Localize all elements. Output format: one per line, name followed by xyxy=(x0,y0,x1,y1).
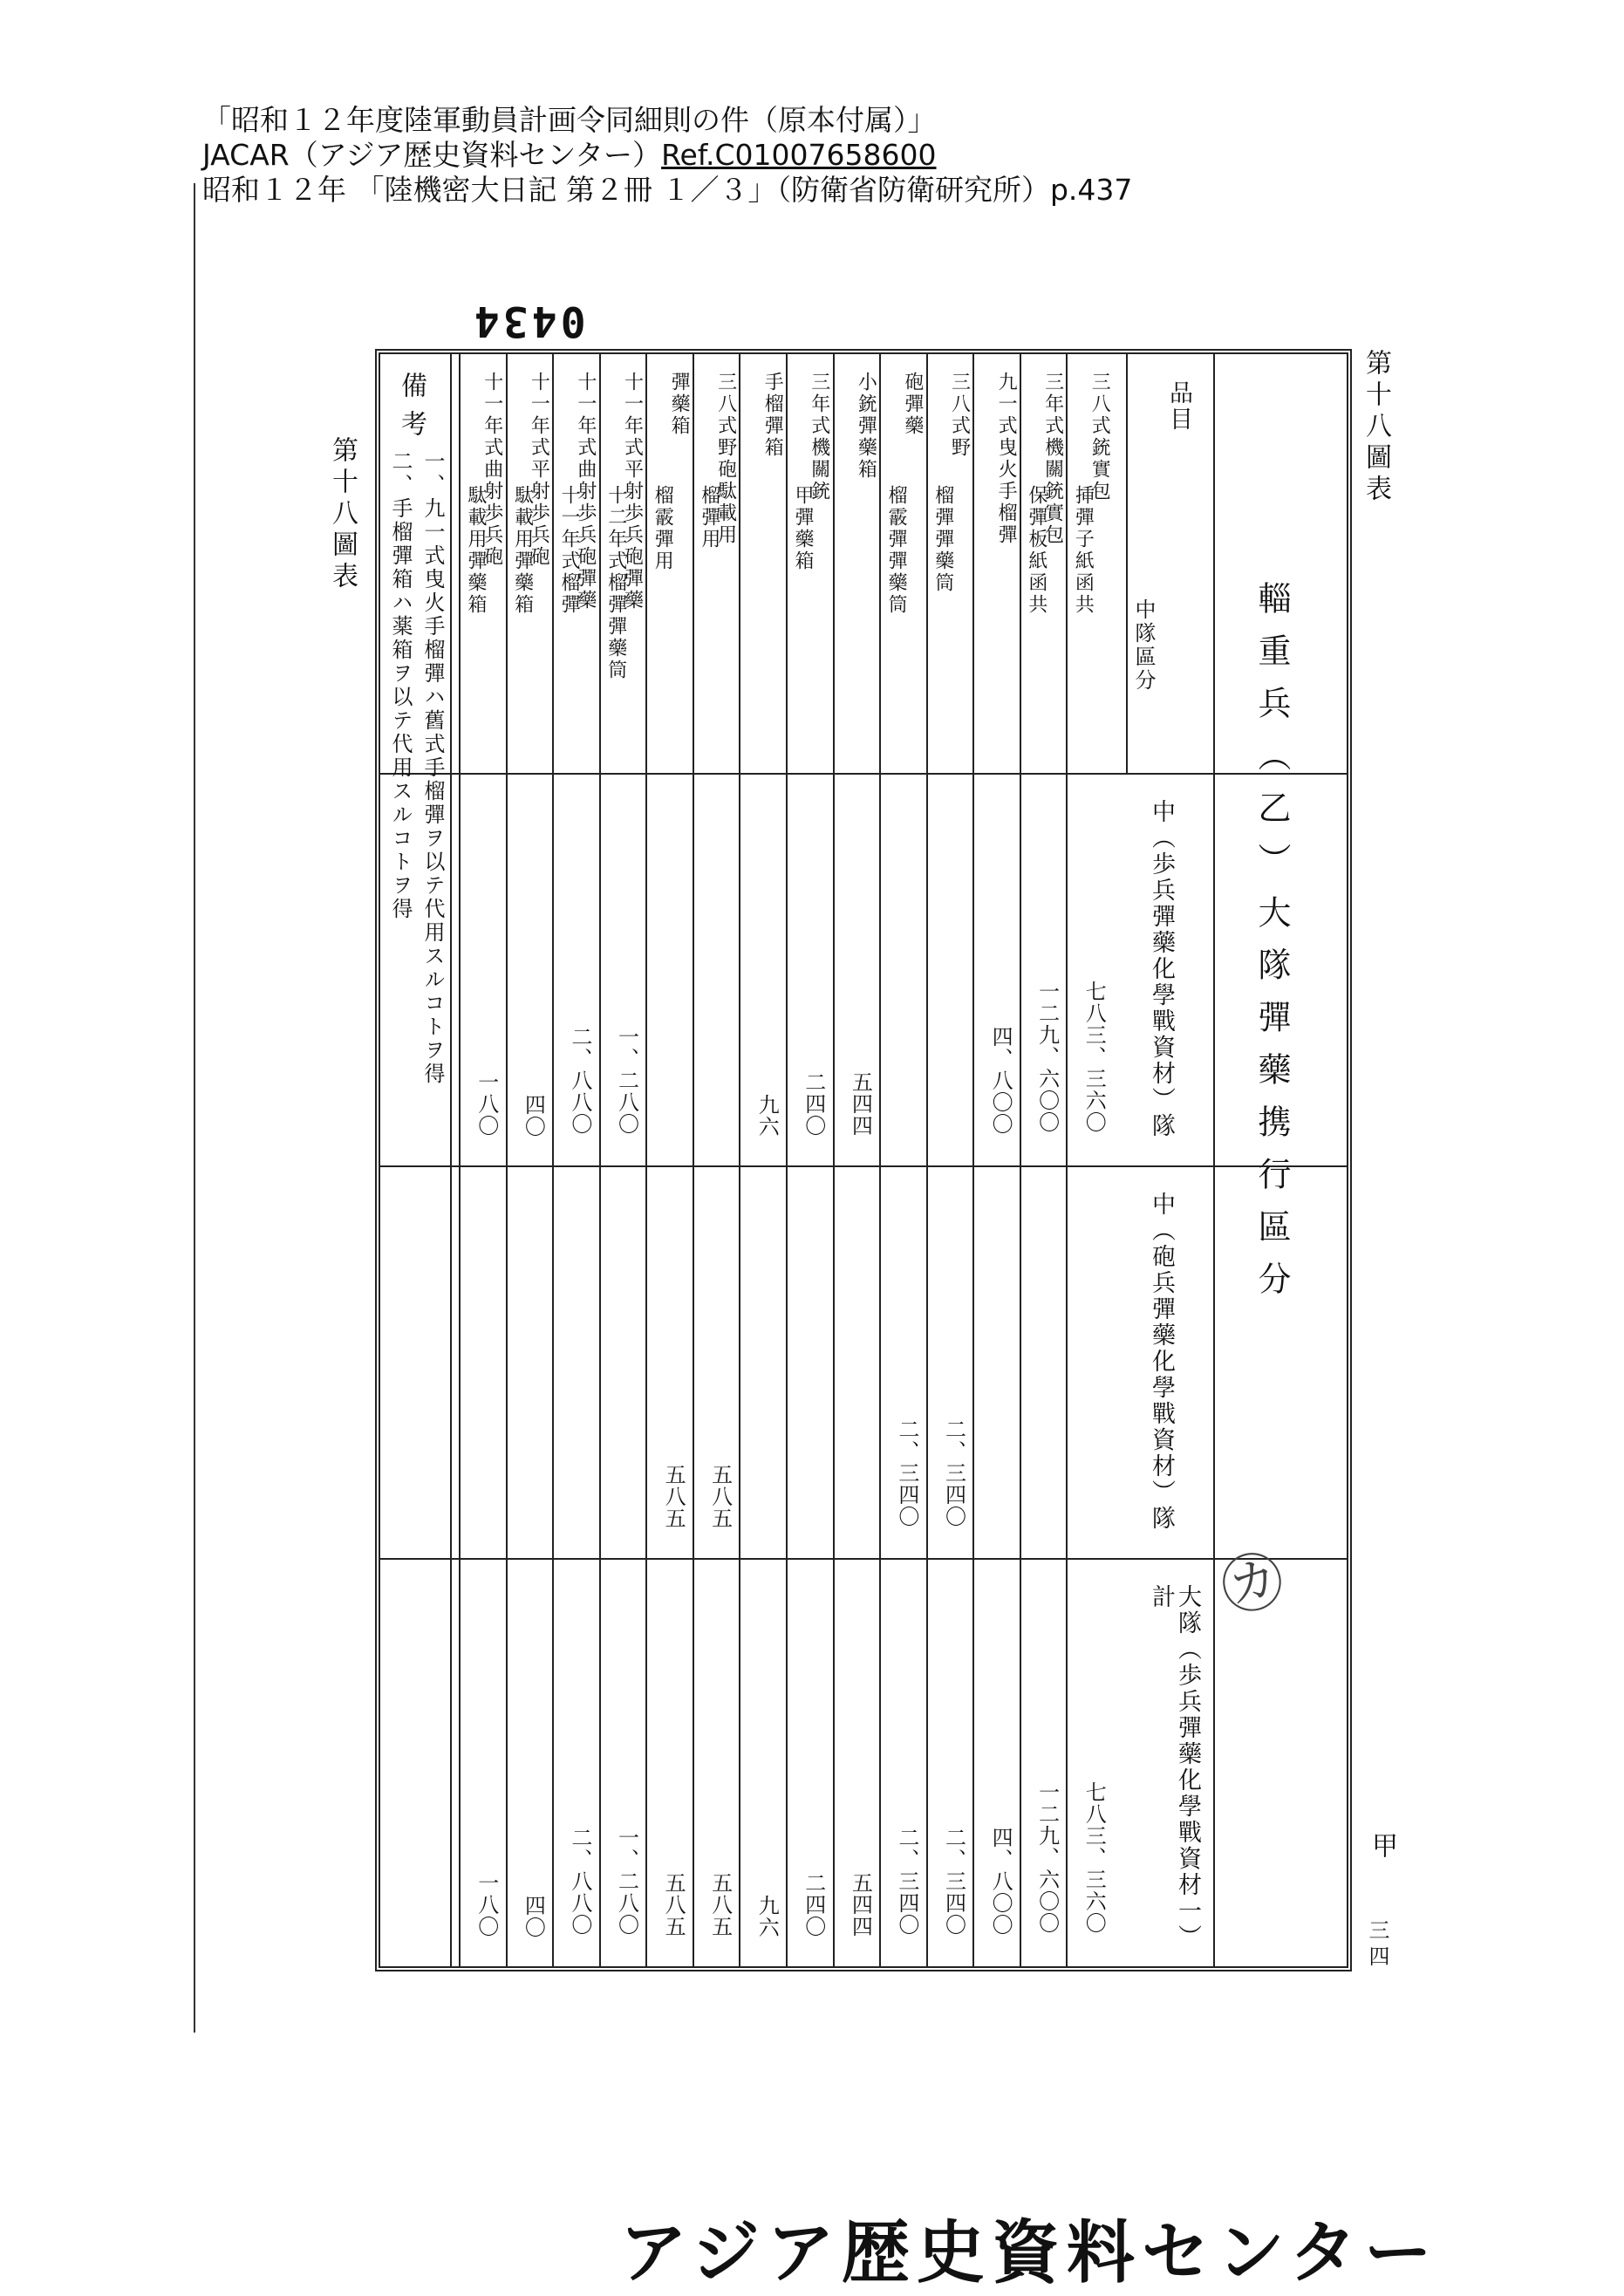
page-number-stamp: 0434 xyxy=(471,297,586,345)
row-divider xyxy=(739,354,740,1966)
row-divider xyxy=(833,354,835,1966)
row-value-c1: 一、二八〇 xyxy=(614,1026,639,1135)
row-category: 三八式銃實包 xyxy=(1088,372,1111,502)
row-category: 十一年式曲射歩兵砲彈藥 xyxy=(574,372,597,612)
row-item: 十一年式榴彈 xyxy=(558,485,581,616)
row-category: 九一式曳火手榴彈 xyxy=(995,372,1018,546)
row-value-c1: 二四〇 xyxy=(801,1071,826,1137)
corner-kou: 甲 xyxy=(1367,1832,1397,1863)
row-item: 保彈板紙函共 xyxy=(1025,485,1047,616)
row-divider xyxy=(693,354,694,1966)
col-header-1: 中（歩兵彈藥化學戰資材）隊 xyxy=(1148,799,1175,1139)
row-value-c2: 五八五 xyxy=(707,1464,733,1529)
binding-line xyxy=(194,183,195,2033)
table-title: 輜重兵（乙）大隊彈藥携行區分 xyxy=(1252,581,1291,1314)
row-value-c3: 一八〇 xyxy=(474,1872,499,1937)
row-value-c1: 四〇 xyxy=(521,1094,546,1138)
citation-volume: 昭和１２年 「陸機密大日記 第２冊 １／３」（防衛省防衛研究所）p.437 xyxy=(202,173,1133,207)
row-category: 三年式機關銃 xyxy=(808,372,830,502)
ammunition-table xyxy=(375,349,1352,1971)
side-label-right: 第十八圖表 xyxy=(1361,349,1391,506)
row-category: 十一年式平射歩兵砲 xyxy=(528,372,550,568)
row-value-c3: 二、八八〇 xyxy=(567,1827,592,1936)
row-item: 榴霰彈用 xyxy=(652,485,674,572)
row-value-c3: 四、八〇〇 xyxy=(988,1827,1013,1936)
row-divider xyxy=(1020,354,1021,1966)
row-category: 三八式野砲駄載用 xyxy=(714,372,737,546)
row-value-c3: 二四〇 xyxy=(801,1872,826,1937)
row-value-c3: 五八五 xyxy=(707,1872,733,1937)
section-line-1 xyxy=(380,773,1347,775)
row-value-c1: 七八三、三六〇 xyxy=(1082,981,1107,1133)
head-item: 品目 xyxy=(1165,380,1192,433)
row-divider xyxy=(506,354,508,1966)
row-divider xyxy=(879,354,881,1966)
row-item: 十二年式榴彈彈藥筒 xyxy=(604,485,627,681)
row-category: 三八式野 xyxy=(948,372,971,459)
row-value-c3: 五四四 xyxy=(848,1872,873,1937)
row-value-c1: 二、八八〇 xyxy=(567,1026,592,1135)
citation-ref-line xyxy=(202,138,1132,173)
corner-page: 三四 xyxy=(1365,1919,1389,1971)
title-divider xyxy=(1213,354,1215,1966)
head-division: 中隊區分 xyxy=(1131,598,1156,693)
row-item: 甲彈藥箱 xyxy=(792,485,814,572)
row-category: 彈藥箱 xyxy=(668,372,691,437)
row-category: 十一年式平射歩兵砲彈藥 xyxy=(621,372,644,612)
handwritten-mark: ㋕ xyxy=(1216,1543,1289,1625)
section-line-2 xyxy=(380,1165,1347,1167)
section-line-3 xyxy=(380,1558,1347,1560)
row-value-c3: 五八五 xyxy=(661,1872,686,1937)
remark-2: 二、手榴彈箱ハ薬箱ヲ以テ代用スルコトヲ得 xyxy=(388,450,413,921)
row-category: 三年式機關銃實包 xyxy=(1041,372,1064,546)
row-value-c1: 九六 xyxy=(754,1094,780,1138)
row-value-c3: 二、三四〇 xyxy=(894,1827,919,1936)
row-value-c3: 一二九、六〇〇 xyxy=(1034,1781,1060,1934)
row-divider xyxy=(459,354,461,1966)
row-item: 挿彈子紙函共 xyxy=(1072,485,1095,616)
citation-header xyxy=(202,103,1132,208)
row-category: 砲彈藥 xyxy=(901,372,924,437)
row-value-c2: 五八五 xyxy=(661,1464,686,1529)
footer-logo: アジア歴史資料センター xyxy=(619,2214,1439,2293)
row-value-c1: 一二九、六〇〇 xyxy=(1034,981,1060,1133)
row-value-c2: 二、三四〇 xyxy=(894,1418,919,1527)
citation-ref-code: Ref.C01007658600 xyxy=(661,138,937,172)
row-item: 榴霰彈彈藥筒 xyxy=(885,485,908,616)
col-header-2: 中（砲兵彈藥化學戰資材）隊 xyxy=(1148,1192,1175,1532)
row-divider xyxy=(1066,354,1068,1966)
remarks-divider xyxy=(450,354,452,1966)
row-value-c3: 四〇 xyxy=(521,1895,546,1938)
row-value-c3: 七八三、三六〇 xyxy=(1082,1781,1107,1934)
row-divider xyxy=(972,354,974,1966)
col-header-3: 大隊（歩兵彈藥化學戰資材一）計 xyxy=(1148,1584,1201,1951)
row-item: 駄載用彈藥箱 xyxy=(511,485,534,616)
row-value-c3: 九六 xyxy=(754,1895,780,1938)
row-divider xyxy=(645,354,647,1966)
row-item: 榴彈用 xyxy=(698,485,720,550)
row-value-c1: 一八〇 xyxy=(474,1071,499,1137)
row-divider xyxy=(926,354,928,1966)
row-value-c1: 四、八〇〇 xyxy=(988,1026,1013,1135)
row-value-c2: 二、三四〇 xyxy=(941,1418,966,1527)
citation-title: 「昭和１２年度陸軍動員計画令同細則の件（原本付属）」 xyxy=(202,103,937,137)
row-item: 駄載用彈藥箱 xyxy=(465,485,487,616)
remark-1: 一、九一式曳火手榴彈ハ舊式手榴彈ヲ以テ代用スルコトヲ得 xyxy=(420,450,445,1086)
head-divider xyxy=(1126,354,1128,773)
remarks-label: 備考 xyxy=(396,372,426,448)
row-category: 手榴彈箱 xyxy=(761,372,784,459)
row-value-c1: 五四四 xyxy=(848,1071,873,1137)
side-label-left: 第十八圖表 xyxy=(327,436,358,593)
row-value-c3: 一、二八〇 xyxy=(614,1827,639,1936)
row-divider xyxy=(599,354,601,1966)
citation-source: JACAR（アジア歴史資料センター） xyxy=(202,138,662,172)
row-item: 榴彈彈藥筒 xyxy=(931,485,954,594)
row-divider xyxy=(786,354,788,1966)
row-value-c3: 二、三四〇 xyxy=(941,1827,966,1936)
row-divider xyxy=(552,354,554,1966)
row-category: 小銃彈藥箱 xyxy=(855,372,877,481)
row-category: 十一年式曲射歩兵砲 xyxy=(481,372,503,568)
